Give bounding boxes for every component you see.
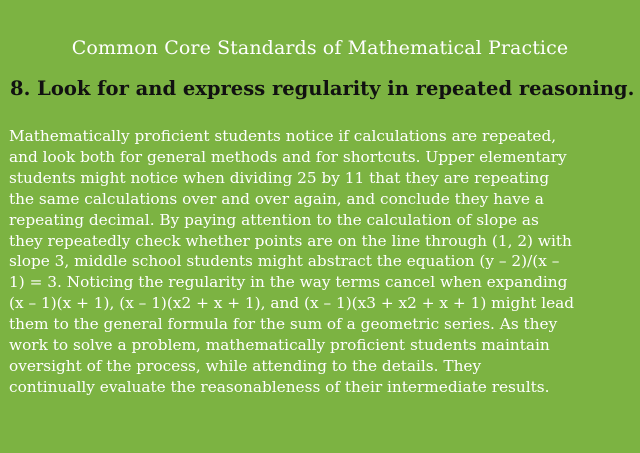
description-line: (x – 1)(x + 1), (x – 1)(x2 + x + 1), and (x – 1)(x3 + x2 + x + 1) might lead <box>9 294 575 313</box>
description-line: repeating decimal. By paying attention to the calculation of slope as <box>9 210 539 229</box>
description-line: and look both for general methods and for shortcuts. Upper elementary <box>9 147 567 166</box>
description-line: oversight of the process, while attending to the details. They <box>9 356 482 375</box>
description-line: 1) = 3. Noticing the regularity in the way terms cancel when expanding <box>9 273 568 292</box>
description-line: the same calculations over and over again, and conclude they have a <box>9 189 544 208</box>
description-line: slope 3, middle school students might abstract the equation (y – 2)/(x – <box>9 252 560 271</box>
description-line: students might notice when dividing 25 by 11 that they are repeating <box>9 168 550 187</box>
description-line: continually evaluate the reasonableness of their intermediate results. <box>9 377 550 396</box>
page-title: Common Core Standards of Mathematical Practice <box>71 37 569 59</box>
practice-heading: 8. Look for and express regularity in repeated reasoning. <box>10 77 635 100</box>
description-line: them to the general formula for the sum of a geometric series. As they <box>9 315 558 334</box>
description-line: work to solve a problem, mathematically proficient students maintain <box>9 336 550 355</box>
practice-description <box>9 126 635 398</box>
description-line: they repeatedly check whether points are on the line through (1, 2) with <box>9 231 572 250</box>
description-line: Mathematically proficient students notice if calculations are repeated, <box>9 127 557 145</box>
